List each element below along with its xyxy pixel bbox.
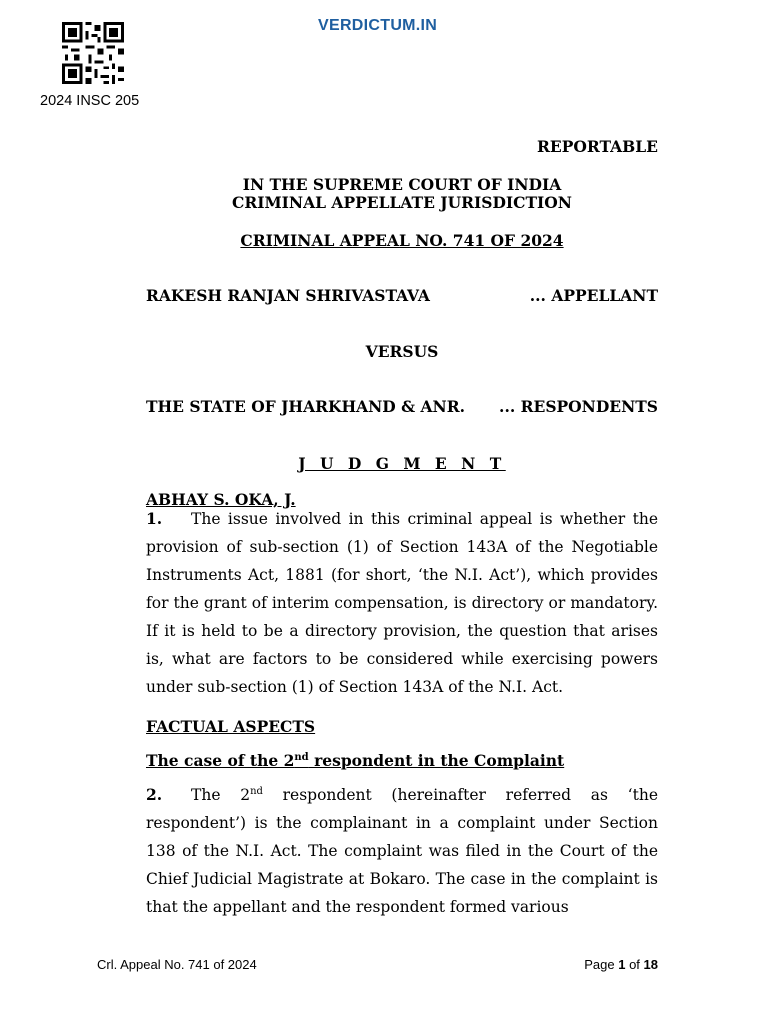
site-name: VERDICTUM.IN <box>318 17 438 34</box>
appellant-role: ... APPELLANT <box>529 286 658 305</box>
section-heading: FACTUAL ASPECTS <box>146 717 316 736</box>
judge-name: ABHAY S. OKA, J. <box>146 490 296 509</box>
respondent-role: ... RESPONDENTS <box>499 397 658 416</box>
judgment-title: J U D G M E N T <box>298 454 506 473</box>
appellant-row <box>146 286 658 305</box>
citation: 2024 INSC 205 <box>40 93 140 109</box>
footer-case-number: Crl. Appeal No. 741 of 2024 <box>97 957 257 972</box>
respondent-row <box>146 397 658 416</box>
jurisdiction: CRIMINAL APPELLATE JURISDICTION <box>232 193 572 212</box>
paragraph-number: 2. <box>146 785 163 804</box>
paragraph-text: The issue involved in this criminal appeal is whether the provision of sub-section (1) of Section 143A of the Negotiable Instruments Act, 1881 (for short, ‘the N.I. Act’), which provides for the grant of interim compensation, is directory or mandatory. If it is held to be a directory provision, the question that arises is, what are factors to be considered while exercising powers under sub-section (1) of Section 143A of the N.I. Act. <box>146 510 658 696</box>
paragraph-2: 2. The 2nd respondent (hereinafter referred as ‘the respondent’) is the complainant in a complaint under Section 138 of the N.I. Act. The complaint was filed in the Court of the Chief Judicial Magistrate at Bokaro. The case in the complaint is that the appellant and the respondent formed various <box>146 781 658 921</box>
paragraph-number: 1. <box>146 509 163 528</box>
subsection-heading: The case of the 2nd respondent in the Complaint <box>146 751 565 770</box>
appellant-name: RAKESH RANJAN SHRIVASTAVA <box>146 286 430 305</box>
respondent-name: THE STATE OF JHARKHAND & ANR. <box>146 397 465 416</box>
paragraph-1 <box>146 505 658 701</box>
appeal-number: CRIMINAL APPEAL NO. 741 OF 2024 <box>240 231 564 250</box>
reportable-label: REPORTABLE <box>537 137 658 156</box>
footer-page-number: Page 1 of 18 <box>584 957 658 972</box>
versus: VERSUS <box>365 342 439 361</box>
court-name: IN THE SUPREME COURT OF INDIA <box>242 175 562 194</box>
paragraph-text: respondent (hereinafter referred as ‘the respondent’) is the complainant in a complaint under Section 138 of the N.I. Act. The complaint was filed in the Court of the Chief Judicial Magistrate at Bokaro. The case in the complaint is that the appellant and the respondent formed various <box>146 786 658 916</box>
qr-code-icon <box>62 22 124 84</box>
